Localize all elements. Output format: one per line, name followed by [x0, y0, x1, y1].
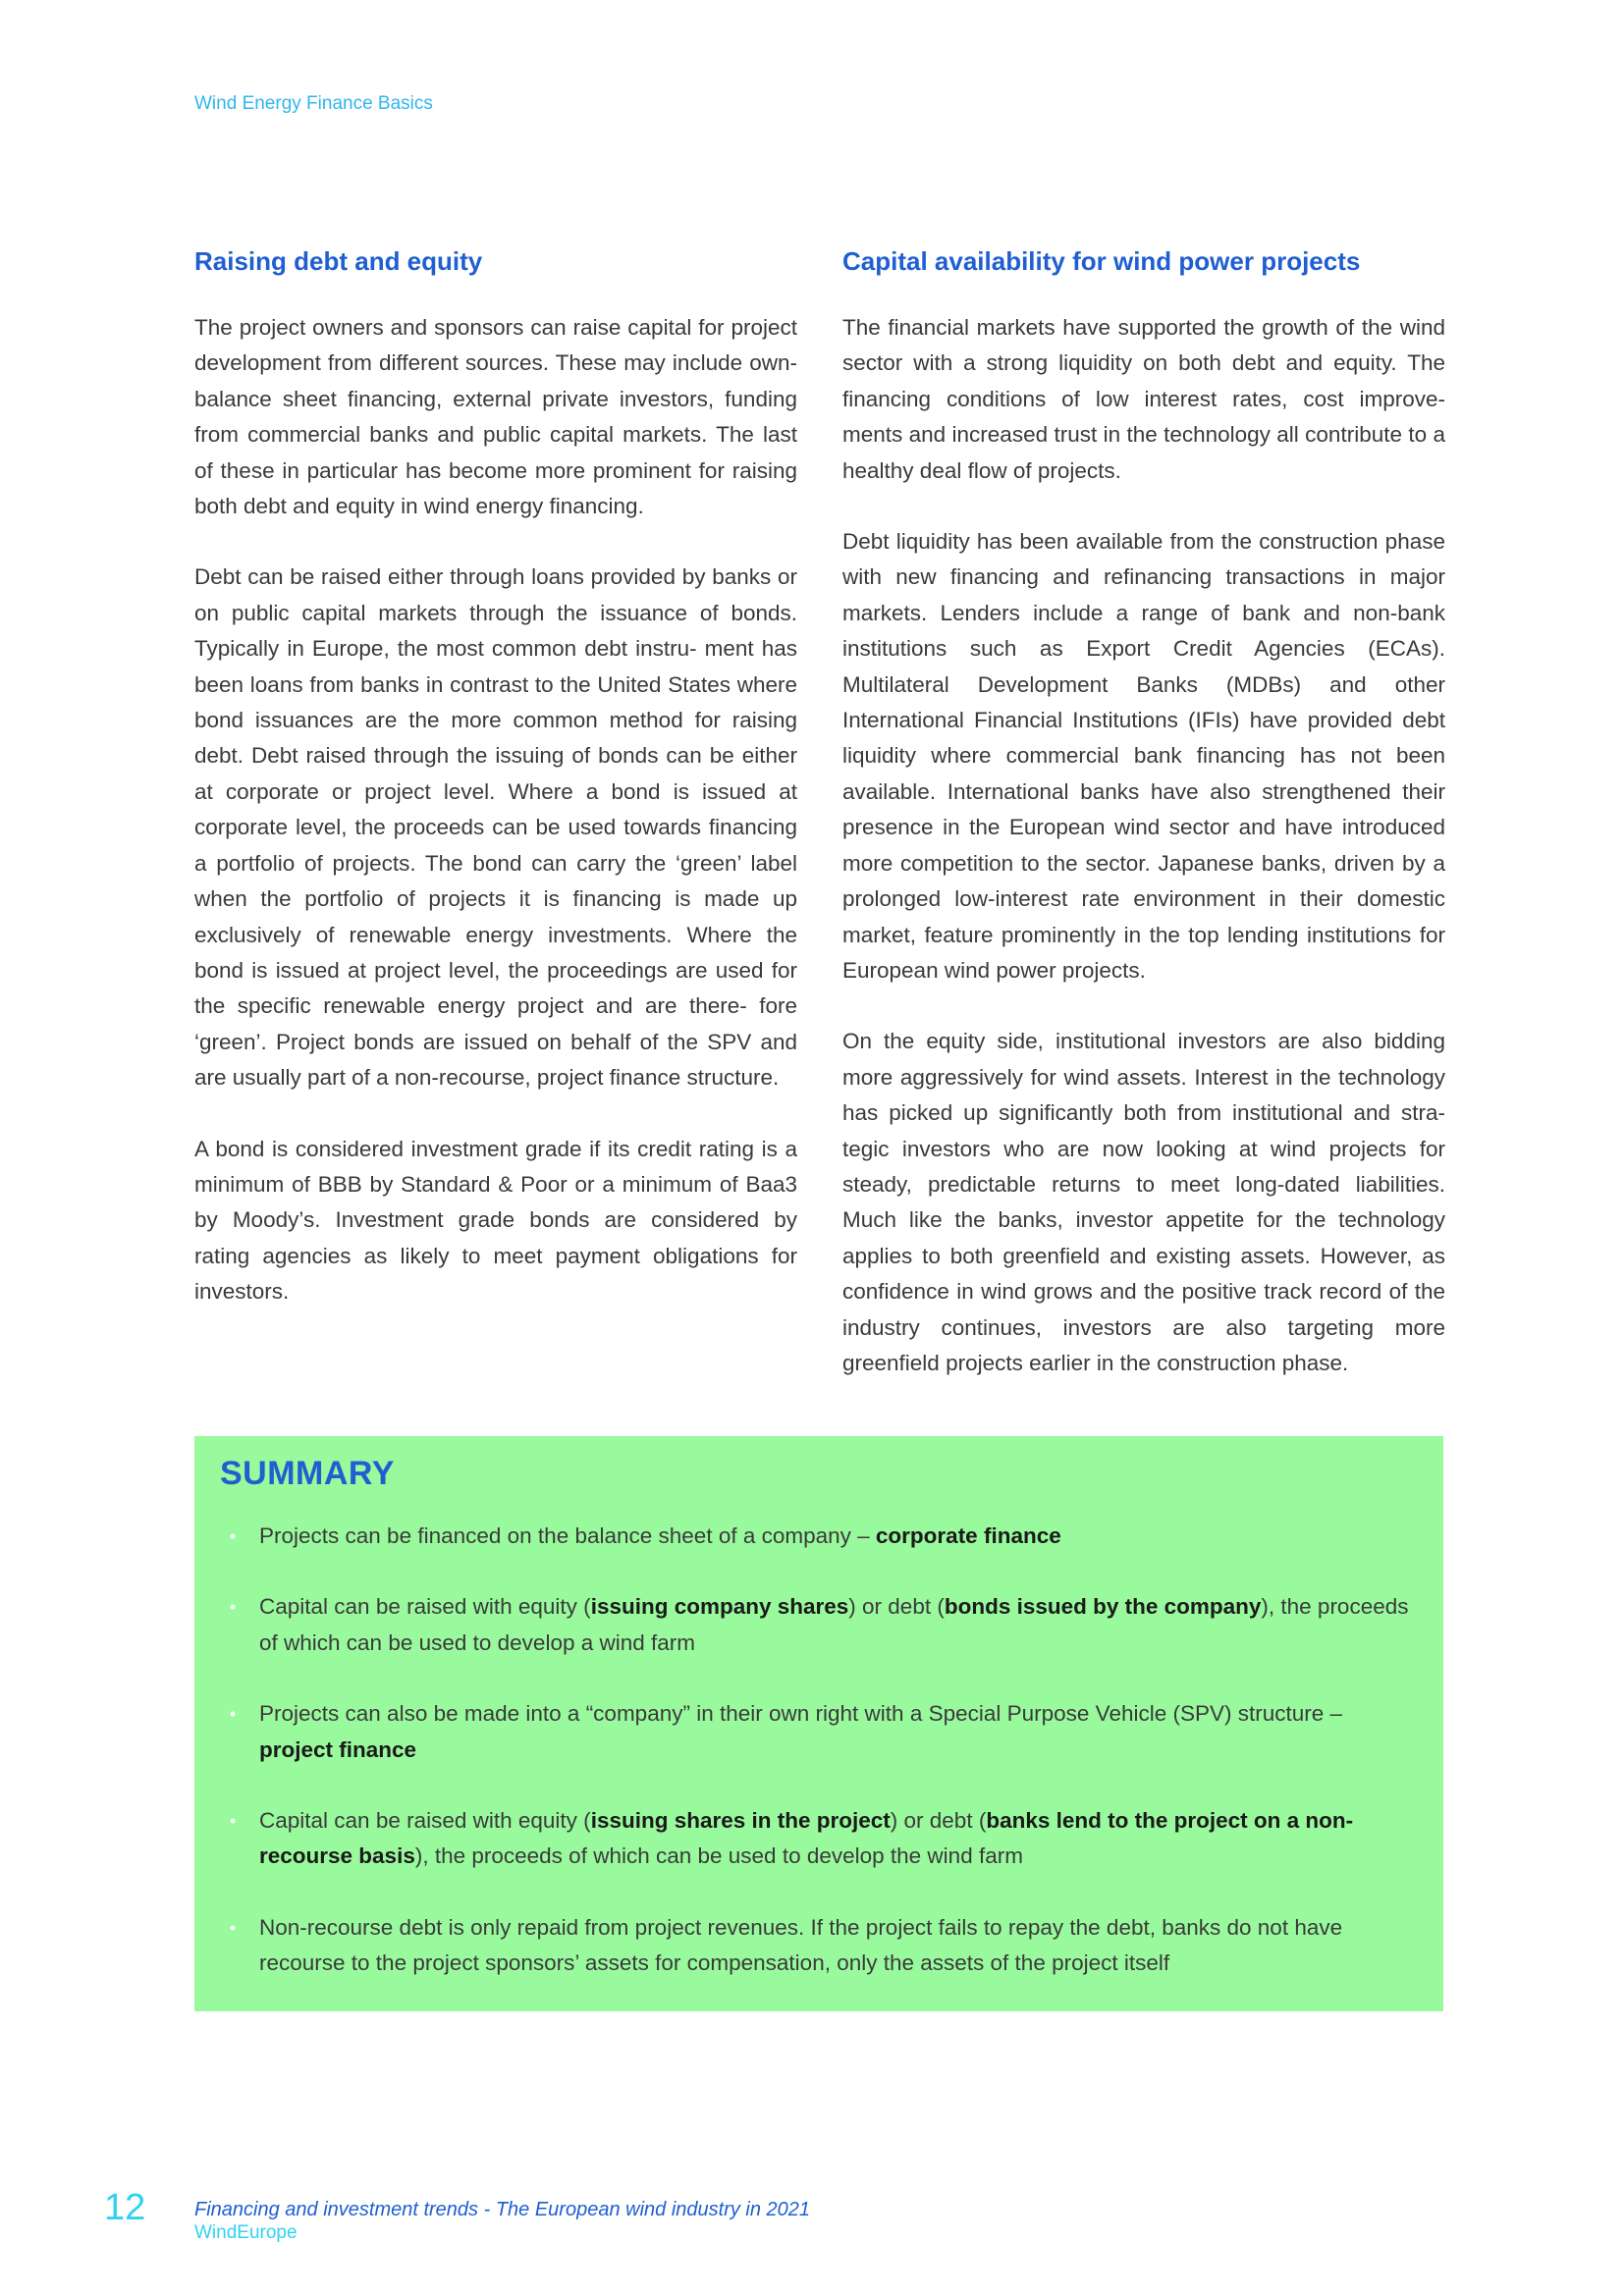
summary-text: ) or debt (	[890, 1808, 987, 1834]
summary-text: Projects can also be made into a “company” in their own right with a Special Purpose Vehicle (SPV) structure –	[259, 1701, 1343, 1727]
left-column	[194, 241, 797, 1346]
summary-text: ), the proceeds of which can be used to develop the wind farm	[414, 1843, 1023, 1869]
summary-list	[220, 1519, 1416, 1982]
summary-item	[220, 1910, 1416, 1982]
summary-title: SUMMARY	[220, 1455, 395, 1492]
summary-item	[220, 1519, 1416, 1554]
paragraph: The project owners and sponsors can raise capital for project development from different sources. These may include own-balance sheet financing, external private investors, funding from commercial banks and public capital markets. The last of these in particular has become more prominent for raising both debt and equity in wind energy financing.	[194, 315, 797, 519]
bullet-icon: •	[230, 1526, 237, 1546]
summary-emphasis: corporate finance	[875, 1523, 1061, 1548]
section-heading-raising-debt: Raising debt and equity	[194, 246, 483, 276]
summary-text: ) or debt (	[848, 1594, 945, 1620]
bullet-icon: •	[230, 1704, 237, 1725]
paragraph: Debt liquidity has been available from the construction phase with new financing and refinancing transactions in major markets. Lenders include a range of bank and non-bank institutions such as Export Credit Agencies (ECAs). Multilateral Development Banks (MDBs) and other International Financial Institutions (IFIs) have provided debt liquidity where commercial bank financing has not been available. International banks have also strengthened their presence in the European wind sector and have introduced more competition to the sector. Japanese banks, driven by a prolonged low-interest rate environment in their domestic market, feature prominently in the top lending institutions for European wind power projects.	[842, 529, 1445, 983]
summary-item	[220, 1803, 1416, 1875]
footer-title: Financing and investment trends - The European wind industry in 2021	[194, 2199, 811, 2220]
right-column	[842, 241, 1445, 1416]
summary-emphasis: bonds issued by the company	[944, 1594, 1262, 1620]
section-heading-capital-availability: Capital availability for wind power projects	[842, 246, 1361, 276]
summary-text: ), the proceeds of which can be used to develop a wind farm	[259, 1594, 1409, 1655]
paragraph: On the equity side, institutional investors are also bidding more aggressively for wind assets. Interest in the technology has picked up significantly both from institutional and stra- tegic investors who are now looking at wind projects for steady, predictable returns to meet long-dated liabilities. Much like the banks, investor appetite for the technology applies to both greenfield and existing assets. However, as confidence in wind grows and the positive track record of the industry continues, investors are also targeting more greenfield projects earlier in the construction phase.	[842, 1029, 1445, 1375]
summary-emphasis: project finance	[259, 1736, 417, 1762]
footer-organization: WindEurope	[194, 2222, 298, 2243]
summary-item	[220, 1589, 1416, 1661]
summary-emphasis: issuing company shares	[590, 1594, 849, 1620]
summary-emphasis: issuing shares in the project	[590, 1808, 891, 1834]
running-header: Wind Energy Finance Basics	[194, 93, 433, 114]
bullet-icon: •	[230, 1811, 237, 1832]
paragraph: Debt can be raised either through loans provided by banks or on public capital markets through the issuance of bonds. Typically in Europe, the most common debt instru- ment has been loans from banks in contrast to the United States where bond issuances are the more common method for raising debt. Debt raised through the issuing of bonds can be either at corporate or project level. Where a bond is issued at corporate level, the proceeds can be used towards financing a portfolio of projects. The bond can carry the ‘green’ label when the portfolio of projects it is financing is made up exclusively of renewable energy investments. Where the bond is issued at project level, the proceedings are used for the specific renewable energy project and are there- fore ‘green’. Project bonds are issued on behalf of the SPV and are usually part of a non-recourse, project finance structure.	[194, 564, 797, 1091]
summary-item	[220, 1696, 1416, 1768]
summary-text: Capital can be raised with equity (	[259, 1594, 591, 1620]
summary-text: Projects can be financed on the balance sheet of a company –	[259, 1523, 876, 1548]
page-number: 12	[104, 2187, 146, 2228]
paragraph: A bond is considered investment grade if its credit rating is a minimum of BBB by Standard & Poor or a minimum of Baa3 by Moody’s. Investment grade bonds are considered by rating agencies as likely to meet payment obligations for investors.	[194, 1136, 797, 1305]
summary-text: Capital can be raised with equity (	[259, 1808, 591, 1834]
bullet-icon: •	[230, 1597, 237, 1618]
summary-box	[194, 1436, 1443, 2011]
summary-text: Non-recourse debt is only repaid from project revenues. If the project fails to repay the debt, banks do not have recourse to the project sponsors’ assets for compensation, only the assets of the project itself	[259, 1914, 1343, 1976]
paragraph: The financial markets have supported the growth of the wind sector with a strong liquidity on both debt and equity. The financing conditions of low interest rates, cost improve- ments and increased trust in the technology all contribute to a healthy deal flow of projects.	[842, 315, 1445, 483]
summary-emphasis: banks lend to the project on a non-recourse basis	[259, 1808, 1354, 1869]
bullet-icon: •	[230, 1917, 237, 1938]
